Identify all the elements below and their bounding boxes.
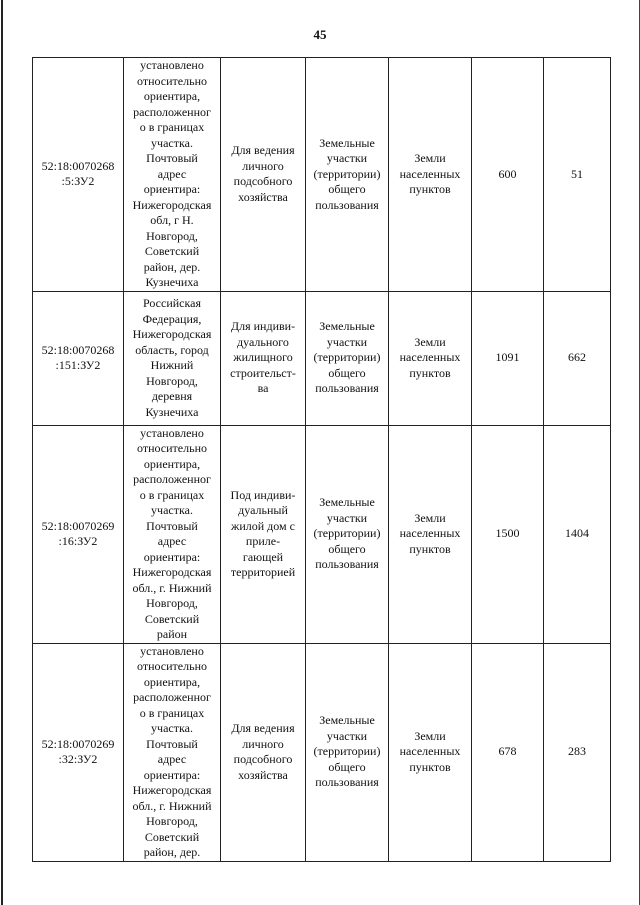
land-category-cell: Земли населенных пунктов	[389, 291, 472, 425]
zone-type-cell: Земельные участки (территории) общего пользования	[306, 425, 389, 643]
area-cell: 600	[472, 58, 544, 292]
value-cell: 283	[544, 643, 611, 861]
value-cell: 51	[544, 58, 611, 292]
permitted-use-cell: Для ведения личного подсобного хозяйства	[221, 643, 306, 861]
area-cell: 678	[472, 643, 544, 861]
table-row	[33, 291, 611, 425]
land-plots-table	[32, 57, 611, 862]
table-row	[33, 58, 611, 292]
zone-type-cell: Земельные участки (территории) общего пользования	[306, 58, 389, 292]
zone-type-cell: Земельные участки (территории) общего пользования	[306, 291, 389, 425]
permitted-use-cell: Для ведения личного подсобного хозяйства	[221, 58, 306, 292]
area-cell: 1500	[472, 425, 544, 643]
address-cell: установлено относительно ориентира, расположенног о в границах участка. Почтовый адрес ориентира: Нижегородская обл., г. Нижний Новгород, Советский район, дер.	[124, 643, 221, 861]
table-body	[33, 58, 611, 862]
land-category-cell: Земли населенных пунктов	[389, 425, 472, 643]
land-category-cell: Земли населенных пунктов	[389, 58, 472, 292]
scan-left-edge	[1, 0, 3, 905]
value-cell: 1404	[544, 425, 611, 643]
value-cell: 662	[544, 291, 611, 425]
land-category-cell: Земли населенных пунктов	[389, 643, 472, 861]
cadastral-number-cell: 52:18:0070269 :16:ЗУ2	[33, 425, 124, 643]
zone-type-cell: Земельные участки (территории) общего пользования	[306, 643, 389, 861]
permitted-use-cell: Для индиви- дуального жилищного строительст- ва	[221, 291, 306, 425]
permitted-use-cell: Под индиви- дуальный жилой дом с приле- гающей территорией	[221, 425, 306, 643]
address-cell: установлено относительно ориентира, расположенног о в границах участка. Почтовый адрес ориентира: Нижегородская обл, г Н. Новгород, Советский район, дер. Кузнечиха	[124, 58, 221, 292]
table-row	[33, 643, 611, 861]
address-cell: установлено относительно ориентира, расположенног о в границах участка. Почтовый адрес ориентира: Нижегородская обл., г. Нижний Новгород, Советский район	[124, 425, 221, 643]
area-cell: 1091	[472, 291, 544, 425]
cadastral-number-cell: 52:18:0070268 :5:ЗУ2	[33, 58, 124, 292]
address-cell: Российская Федерация, Нижегородская область, город Нижний Новгород, деревня Кузнечиха	[124, 291, 221, 425]
table-row	[33, 425, 611, 643]
cadastral-number-cell: 52:18:0070268 :151:ЗУ2	[33, 291, 124, 425]
cadastral-number-cell: 52:18:0070269 :32:ЗУ2	[33, 643, 124, 861]
page-number: 45	[313, 27, 327, 42]
